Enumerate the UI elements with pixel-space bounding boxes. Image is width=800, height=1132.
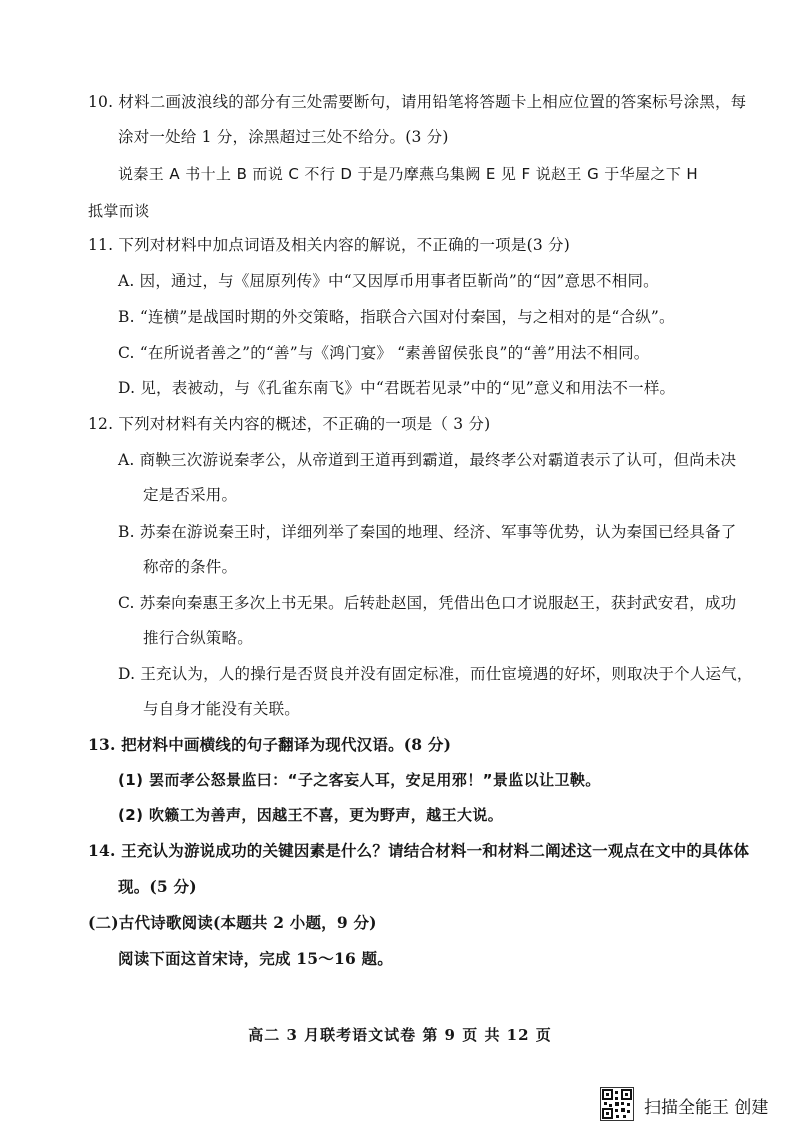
- question-10-line-2: 涂对一处给 1 分，涂黑超过三处不给分。(3 分): [118, 128, 449, 146]
- question-12-option-d-line-2: 与自身才能没有关联。: [143, 700, 301, 718]
- page-footer: 高二 3 月联考语文试卷 第 9 页 共 12 页: [248, 1026, 552, 1044]
- section-2-intro: 阅读下面这首宋诗，完成 15～16 题。: [118, 949, 393, 968]
- question-14-line-2: 现。(5 分): [118, 877, 197, 896]
- question-10-line-1: 10. 材料二画波浪线的部分有三处需要断句，请用铅笔将答题卡上相应位置的答案标号涂黑，每: [88, 93, 747, 111]
- question-11-option-a: A. 因，通过，与《屈原列传》中“又因厚币用事者臣靳尚”的“因”意思不相同。: [118, 272, 659, 290]
- question-11-option-b: B. “连横”是战国时期的外交策略，指联合六国对付秦国，与之相对的是“合纵”。: [118, 308, 675, 326]
- question-12-option-a-line-1: A. 商鞅三次游说秦孝公，从帝道到王道再到霸道，最终孝公对霸道表示了认可，但尚未决: [118, 451, 737, 469]
- scanner-watermark-label: 扫描全能王 创建: [644, 1098, 769, 1118]
- question-11-stem: 11. 下列对材料中加点词语及相关内容的解说，不正确的一项是(3 分): [88, 236, 570, 254]
- question-10-sentence: 说秦王 A 书十上 B 而说 C 不行 D 于是乃摩燕乌集阙 E 见 F 说赵王 G 于华屋之下 H: [118, 165, 699, 183]
- question-12-option-b-line-2: 称帝的条件。: [143, 558, 238, 576]
- section-2-title: (二)古代诗歌阅读(本题共 2 小题，9 分): [88, 913, 377, 932]
- question-13-sentence-2: (2) 吹籁工为善声，因越王不喜，更为野声，越王大说。: [118, 806, 504, 824]
- question-11-option-d: D. 见，表被动，与《孔雀东南飞》中“君既若见录”中的“见”意义和用法不一样。: [118, 379, 676, 397]
- question-11-option-c: C. “在所说者善之”的“善”与《鸿门宴》 “素善留侯张良”的“善”用法不相同。: [118, 344, 650, 362]
- question-10-sentence-end: 抵掌而谈: [88, 202, 150, 220]
- question-13-stem: 13. 把材料中画横线的句子翻译为现代汉语。(8 分): [88, 735, 452, 754]
- question-12-option-c-line-1: C. 苏秦向秦惠王多次上书无果。后转赴赵国，凭借出色口才说服赵王，获封武安君，成功: [118, 594, 737, 612]
- qr-code-icon: [600, 1087, 634, 1121]
- question-12-option-d-line-1: D. 王充认为，人的操行是否贤良并没有固定标准，而仕宦境遇的好坏，则取决于个人运气，: [118, 665, 753, 683]
- question-12-option-a-line-2: 定是否采用。: [143, 486, 238, 504]
- question-12-stem: 12. 下列对材料有关内容的概述，不正确的一项是（ 3 分): [88, 415, 491, 433]
- question-12-option-c-line-2: 推行合纵策略。: [143, 629, 253, 647]
- scanner-watermark: [600, 1087, 800, 1123]
- question-12-option-b-line-1: B. 苏秦在游说秦王时，详细列举了秦国的地理、经济、军事等优势，认为秦国已经具备了: [118, 523, 737, 541]
- question-14-line-1: 14. 王充认为游说成功的关键因素是什么？请结合材料一和材料二阐述这一观点在文中的具体体: [88, 841, 750, 860]
- question-13-sentence-1: (1) 罢而孝公怒景监曰：“子之客妄人耳，安足用邪！”景监以让卫鞅。: [118, 771, 601, 789]
